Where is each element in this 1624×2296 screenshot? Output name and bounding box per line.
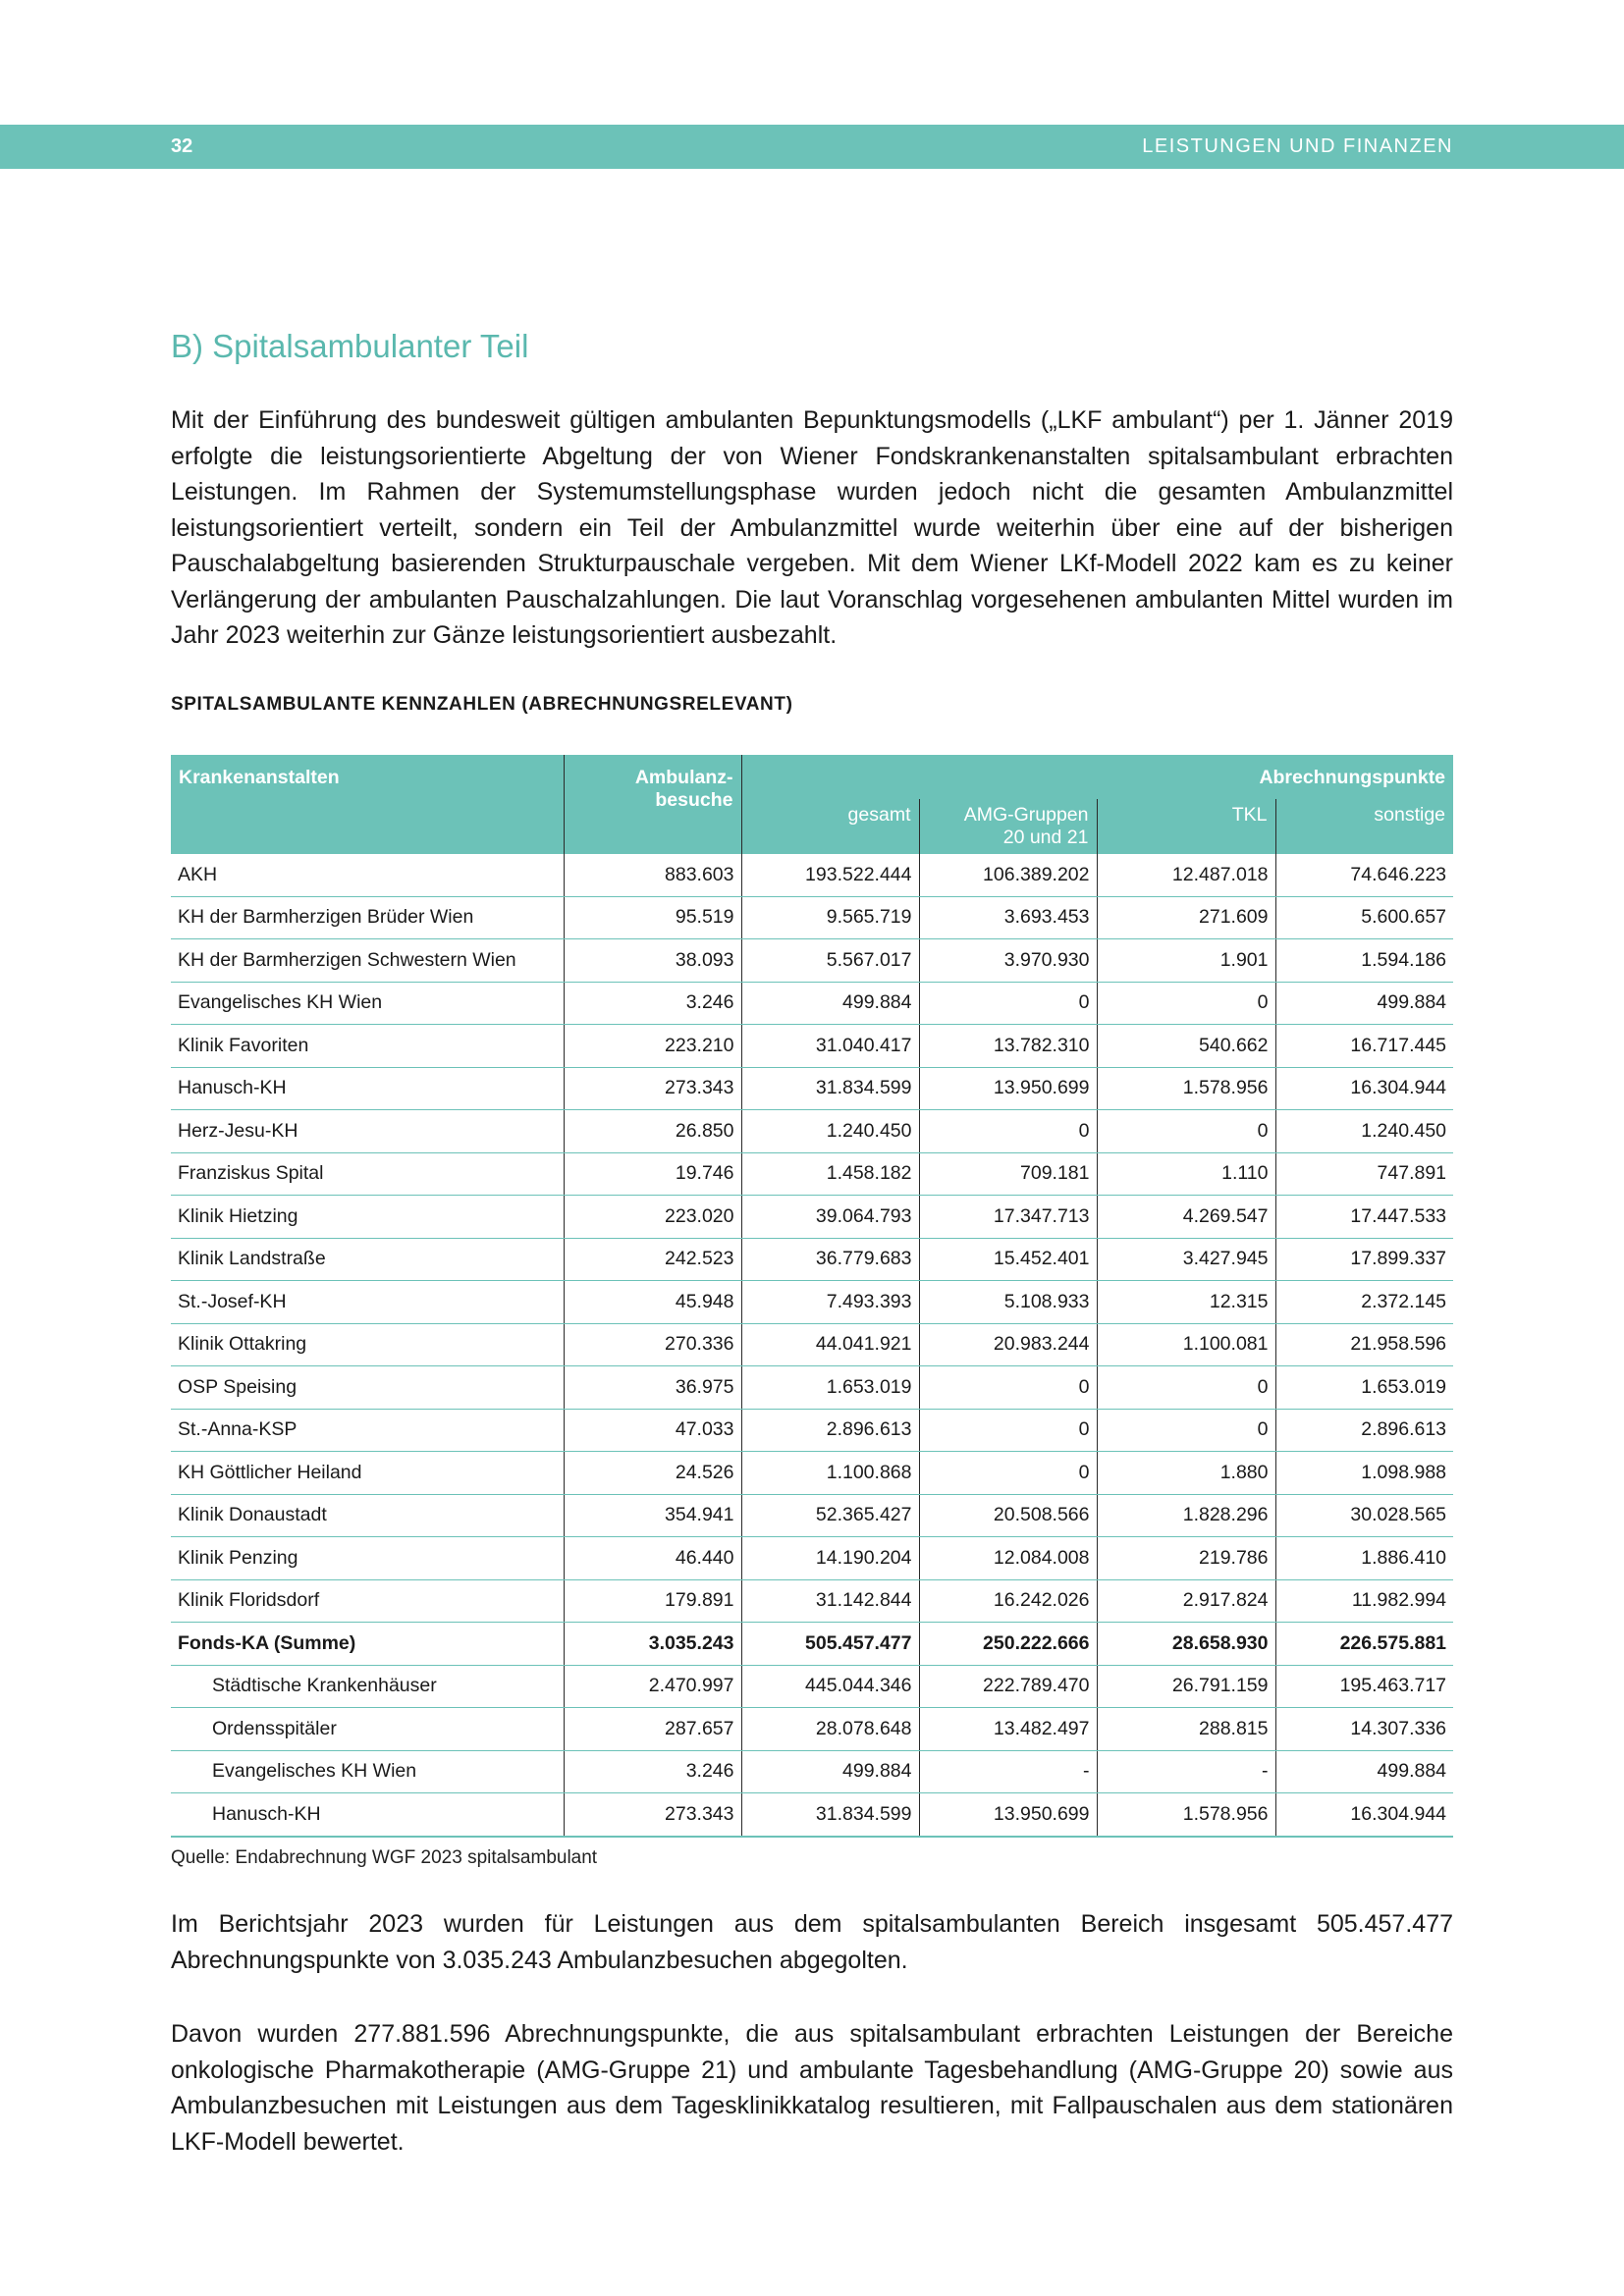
cell-sonstige: 17.899.337: [1275, 1238, 1453, 1281]
cell-gesamt: 31.142.844: [741, 1579, 919, 1623]
cell-gesamt: 28.078.648: [741, 1708, 919, 1751]
cell-name: KH Göttlicher Heiland: [171, 1452, 564, 1495]
cell-sonstige: 74.646.223: [1275, 854, 1453, 896]
cell-tkl: 271.609: [1097, 896, 1275, 939]
table-row: [171, 896, 1453, 939]
section-heading: B) Spitalsambulanter Teil: [171, 328, 529, 364]
cell-gesamt: 2.896.613: [741, 1409, 919, 1452]
table-row: [171, 1537, 1453, 1580]
cell-besuche: 47.033: [564, 1409, 741, 1452]
header-amg-gruppen: [919, 799, 1097, 854]
cell-amg: 12.084.008: [919, 1537, 1097, 1580]
cell-name: St.-Anna-KSP: [171, 1409, 564, 1452]
table-row: [171, 1196, 1453, 1239]
cell-name: AKH: [171, 854, 564, 896]
detail-paragraph: Davon wurden 277.881.596 Abrechnungspunkte, die aus spitalsambulant erbrachten Leistungen der Bereiche onkologische Pharmakotherapie (AMG-Gruppe 21) und ambulante Tagesbehandlung (AMG-Gruppe 20) sowie aus Ambulanzbesuchen mit Leistungen aus dem Tagesklinikkatalog resultieren, mit Fallpauschalen aus dem stationären LKF-Modell bewertet.: [171, 2020, 1453, 2156]
cell-tkl: 28.658.930: [1097, 1623, 1275, 1666]
cell-sonstige: 30.028.565: [1275, 1494, 1453, 1537]
cell-gesamt: 505.457.477: [741, 1623, 919, 1666]
cell-besuche: 354.941: [564, 1494, 741, 1537]
cell-besuche: 19.746: [564, 1152, 741, 1196]
cell-besuche: 24.526: [564, 1452, 741, 1495]
cell-tkl: 1.901: [1097, 939, 1275, 983]
cell-amg: 709.181: [919, 1152, 1097, 1196]
cell-besuche: 273.343: [564, 1067, 741, 1110]
header-ambulanzbesuche: [564, 755, 741, 854]
cell-amg: 0: [919, 982, 1097, 1025]
table-row: [171, 1494, 1453, 1537]
cell-name: KH der Barmherzigen Schwestern Wien: [171, 939, 564, 983]
cell-besuche: 3.246: [564, 1750, 741, 1793]
table-row: [171, 1323, 1453, 1366]
cell-amg: 13.950.699: [919, 1067, 1097, 1110]
cell-sonstige: 1.886.410: [1275, 1537, 1453, 1580]
cell-tkl: 1.578.956: [1097, 1793, 1275, 1837]
table-row: [171, 1579, 1453, 1623]
cell-name: Evangelisches KH Wien: [171, 1750, 564, 1793]
table-row: [171, 1623, 1453, 1666]
cell-sonstige: 1.098.988: [1275, 1452, 1453, 1495]
header-krankenanstalten: Krankenanstalten: [171, 755, 564, 854]
cell-name: Klinik Penzing: [171, 1537, 564, 1580]
cell-besuche: 242.523: [564, 1238, 741, 1281]
header-ambulanzbesuche-label: Ambulanz- besuche: [634, 767, 733, 811]
running-title: LEISTUNGEN UND FINANZEN: [1142, 135, 1453, 157]
table-row: [171, 939, 1453, 983]
cell-sonstige: 747.891: [1275, 1152, 1453, 1196]
cell-tkl: 0: [1097, 1366, 1275, 1410]
cell-amg: 0: [919, 1452, 1097, 1495]
cell-sonstige: 1.240.450: [1275, 1110, 1453, 1153]
cell-amg: 5.108.933: [919, 1281, 1097, 1324]
cell-sonstige: 499.884: [1275, 982, 1453, 1025]
table-row: [171, 1152, 1453, 1196]
cell-tkl: 12.315: [1097, 1281, 1275, 1324]
cell-besuche: 45.948: [564, 1281, 741, 1324]
cell-amg: 222.789.470: [919, 1665, 1097, 1708]
cell-amg: 17.347.713: [919, 1196, 1097, 1239]
cell-sonstige: 1.594.186: [1275, 939, 1453, 983]
cell-gesamt: 499.884: [741, 1750, 919, 1793]
cell-tkl: -: [1097, 1750, 1275, 1793]
cell-amg: 13.482.497: [919, 1708, 1097, 1751]
cell-amg: 20.508.566: [919, 1494, 1097, 1537]
cell-name: St.-Josef-KH: [171, 1281, 564, 1324]
table-body: [171, 854, 1453, 1837]
cell-gesamt: 1.100.868: [741, 1452, 919, 1495]
cell-sonstige: 16.717.445: [1275, 1025, 1453, 1068]
cell-gesamt: 1.240.450: [741, 1110, 919, 1153]
cell-besuche: 270.336: [564, 1323, 741, 1366]
cell-gesamt: 445.044.346: [741, 1665, 919, 1708]
table-row: [171, 982, 1453, 1025]
header-tkl: TKL: [1097, 799, 1275, 854]
cell-besuche: 179.891: [564, 1579, 741, 1623]
table-row: [171, 1665, 1453, 1708]
intro-paragraph: Mit der Einführung des bundesweit gültigen ambulanten Bepunktungsmodells („LKF ambulant“) per 1. Jänner 2019 erfolgte die leistungsorientierte Abgeltung der von Wiener Fondskrankenanstalten spitalsambulant erbrachten Leistungen. Im Rahmen der Systemumstellungsphase wurden jedoch nicht die gesamten Ambulanzmittel leistungsorientiert verteilt, sondern ein Teil der Ambulanzmittel wurde weiterhin über eine auf der bisherigen Pauschalabgeltung basierenden Strukturpauschale vergeben. Mit dem Wiener LKf-Modell 2022 kam es zu keiner Verlängerung der ambulanten Pauschalzahlungen. Die laut Voranschlag vorgesehenen ambulanten Mittel wurden im Jahr 2023 weiterhin zur Gänze leistungsorientiert ausbezahlt.: [171, 406, 1453, 649]
cell-sonstige: 11.982.994: [1275, 1579, 1453, 1623]
cell-gesamt: 14.190.204: [741, 1537, 919, 1580]
cell-sonstige: 16.304.944: [1275, 1067, 1453, 1110]
cell-besuche: 3.035.243: [564, 1623, 741, 1666]
cell-name: OSP Speising: [171, 1366, 564, 1410]
cell-amg: 13.782.310: [919, 1025, 1097, 1068]
table-row: [171, 1409, 1453, 1452]
cell-besuche: 38.093: [564, 939, 741, 983]
cell-tkl: 26.791.159: [1097, 1665, 1275, 1708]
cell-gesamt: 36.779.683: [741, 1238, 919, 1281]
cell-besuche: 26.850: [564, 1110, 741, 1153]
cell-tkl: 3.427.945: [1097, 1238, 1275, 1281]
cell-tkl: 288.815: [1097, 1708, 1275, 1751]
cell-amg: 16.242.026: [919, 1579, 1097, 1623]
cell-tkl: 0: [1097, 1409, 1275, 1452]
table-row: [171, 1708, 1453, 1751]
source-note: Quelle: Endabrechnung WGF 2023 spitalsambulant: [171, 1847, 598, 1868]
cell-tkl: 540.662: [1097, 1025, 1275, 1068]
cell-gesamt: 1.458.182: [741, 1152, 919, 1196]
cell-name: Fonds-KA (Summe): [171, 1623, 564, 1666]
cell-name: Klinik Floridsdorf: [171, 1579, 564, 1623]
cell-gesamt: 31.040.417: [741, 1025, 919, 1068]
header-amg-gruppen-label: AMG-Gruppen 20 und 21: [963, 804, 1089, 848]
cell-gesamt: 499.884: [741, 982, 919, 1025]
table-row: [171, 1281, 1453, 1324]
cell-amg: 250.222.666: [919, 1623, 1097, 1666]
cell-amg: 3.693.453: [919, 896, 1097, 939]
cell-name: Klinik Ottakring: [171, 1323, 564, 1366]
cell-amg: 13.950.699: [919, 1793, 1097, 1837]
cell-gesamt: 7.493.393: [741, 1281, 919, 1324]
cell-name: Klinik Donaustadt: [171, 1494, 564, 1537]
cell-besuche: 2.470.997: [564, 1665, 741, 1708]
cell-sonstige: 1.653.019: [1275, 1366, 1453, 1410]
cell-sonstige: 14.307.336: [1275, 1708, 1453, 1751]
table-row: [171, 1793, 1453, 1837]
cell-besuche: 223.210: [564, 1025, 741, 1068]
cell-besuche: 95.519: [564, 896, 741, 939]
cell-sonstige: 16.304.944: [1275, 1793, 1453, 1837]
table-row: [171, 1366, 1453, 1410]
cell-sonstige: 17.447.533: [1275, 1196, 1453, 1239]
cell-amg: -: [919, 1750, 1097, 1793]
cell-tkl: 1.110: [1097, 1152, 1275, 1196]
cell-gesamt: 31.834.599: [741, 1067, 919, 1110]
cell-gesamt: 193.522.444: [741, 854, 919, 896]
cell-besuche: 36.975: [564, 1366, 741, 1410]
cell-besuche: 46.440: [564, 1537, 741, 1580]
cell-amg: 0: [919, 1409, 1097, 1452]
cell-name: Klinik Landstraße: [171, 1238, 564, 1281]
table-row: [171, 1025, 1453, 1068]
header-abrechnungspunkte: Abrechnungspunkte: [741, 755, 1453, 799]
cell-sonstige: 21.958.596: [1275, 1323, 1453, 1366]
cell-tkl: 0: [1097, 1110, 1275, 1153]
table-row: [171, 1750, 1453, 1793]
table-row: [171, 1238, 1453, 1281]
cell-tkl: 1.100.081: [1097, 1323, 1275, 1366]
cell-name: Städtische Krankenhäuser: [171, 1665, 564, 1708]
cell-gesamt: 1.653.019: [741, 1366, 919, 1410]
header-gesamt: gesamt: [741, 799, 919, 854]
cell-besuche: 883.603: [564, 854, 741, 896]
cell-amg: 20.983.244: [919, 1323, 1097, 1366]
cell-tkl: 1.880: [1097, 1452, 1275, 1495]
table-row: [171, 854, 1453, 896]
cell-name: Klinik Favoriten: [171, 1025, 564, 1068]
cell-tkl: 0: [1097, 982, 1275, 1025]
cell-name: Franziskus Spital: [171, 1152, 564, 1196]
cell-gesamt: 52.365.427: [741, 1494, 919, 1537]
cell-name: Evangelisches KH Wien: [171, 982, 564, 1025]
cell-gesamt: 44.041.921: [741, 1323, 919, 1366]
cell-amg: 3.970.930: [919, 939, 1097, 983]
cell-name: Hanusch-KH: [171, 1793, 564, 1837]
cell-tkl: 219.786: [1097, 1537, 1275, 1580]
cell-sonstige: 499.884: [1275, 1750, 1453, 1793]
header-sonstige: sonstige: [1275, 799, 1453, 854]
cell-name: Ordensspitäler: [171, 1708, 564, 1751]
cell-name: KH der Barmherzigen Brüder Wien: [171, 896, 564, 939]
cell-tkl: 12.487.018: [1097, 854, 1275, 896]
table-row: [171, 1110, 1453, 1153]
cell-amg: 106.389.202: [919, 854, 1097, 896]
table-title: SPITALSAMBULANTE KENNZAHLEN (ABRECHNUNGSRELEVANT): [171, 694, 793, 715]
cell-besuche: 223.020: [564, 1196, 741, 1239]
cell-gesamt: 5.567.017: [741, 939, 919, 983]
kennzahlen-table: [171, 755, 1453, 1838]
cell-name: Herz-Jesu-KH: [171, 1110, 564, 1153]
cell-name: Klinik Hietzing: [171, 1196, 564, 1239]
page-number: 32: [171, 135, 193, 157]
cell-tkl: 1.828.296: [1097, 1494, 1275, 1537]
cell-besuche: 3.246: [564, 982, 741, 1025]
cell-sonstige: 2.896.613: [1275, 1409, 1453, 1452]
cell-sonstige: 226.575.881: [1275, 1623, 1453, 1666]
cell-name: Hanusch-KH: [171, 1067, 564, 1110]
cell-gesamt: 39.064.793: [741, 1196, 919, 1239]
table-row: [171, 1067, 1453, 1110]
summary-paragraph: Im Berichtsjahr 2023 wurden für Leistungen aus dem spitalsambulanten Bereich insgesamt 505.457.477 Abrechnungspunkte von 3.035.243 Ambulanzbesuchen abgegolten.: [171, 1910, 1453, 1974]
cell-amg: 0: [919, 1366, 1097, 1410]
cell-besuche: 273.343: [564, 1793, 741, 1837]
cell-besuche: 287.657: [564, 1708, 741, 1751]
cell-tkl: 1.578.956: [1097, 1067, 1275, 1110]
cell-amg: 0: [919, 1110, 1097, 1153]
cell-gesamt: 31.834.599: [741, 1793, 919, 1837]
cell-tkl: 4.269.547: [1097, 1196, 1275, 1239]
cell-amg: 15.452.401: [919, 1238, 1097, 1281]
cell-sonstige: 2.372.145: [1275, 1281, 1453, 1324]
cell-tkl: 2.917.824: [1097, 1579, 1275, 1623]
cell-sonstige: 195.463.717: [1275, 1665, 1453, 1708]
cell-gesamt: 9.565.719: [741, 896, 919, 939]
cell-sonstige: 5.600.657: [1275, 896, 1453, 939]
table-row: [171, 1452, 1453, 1495]
